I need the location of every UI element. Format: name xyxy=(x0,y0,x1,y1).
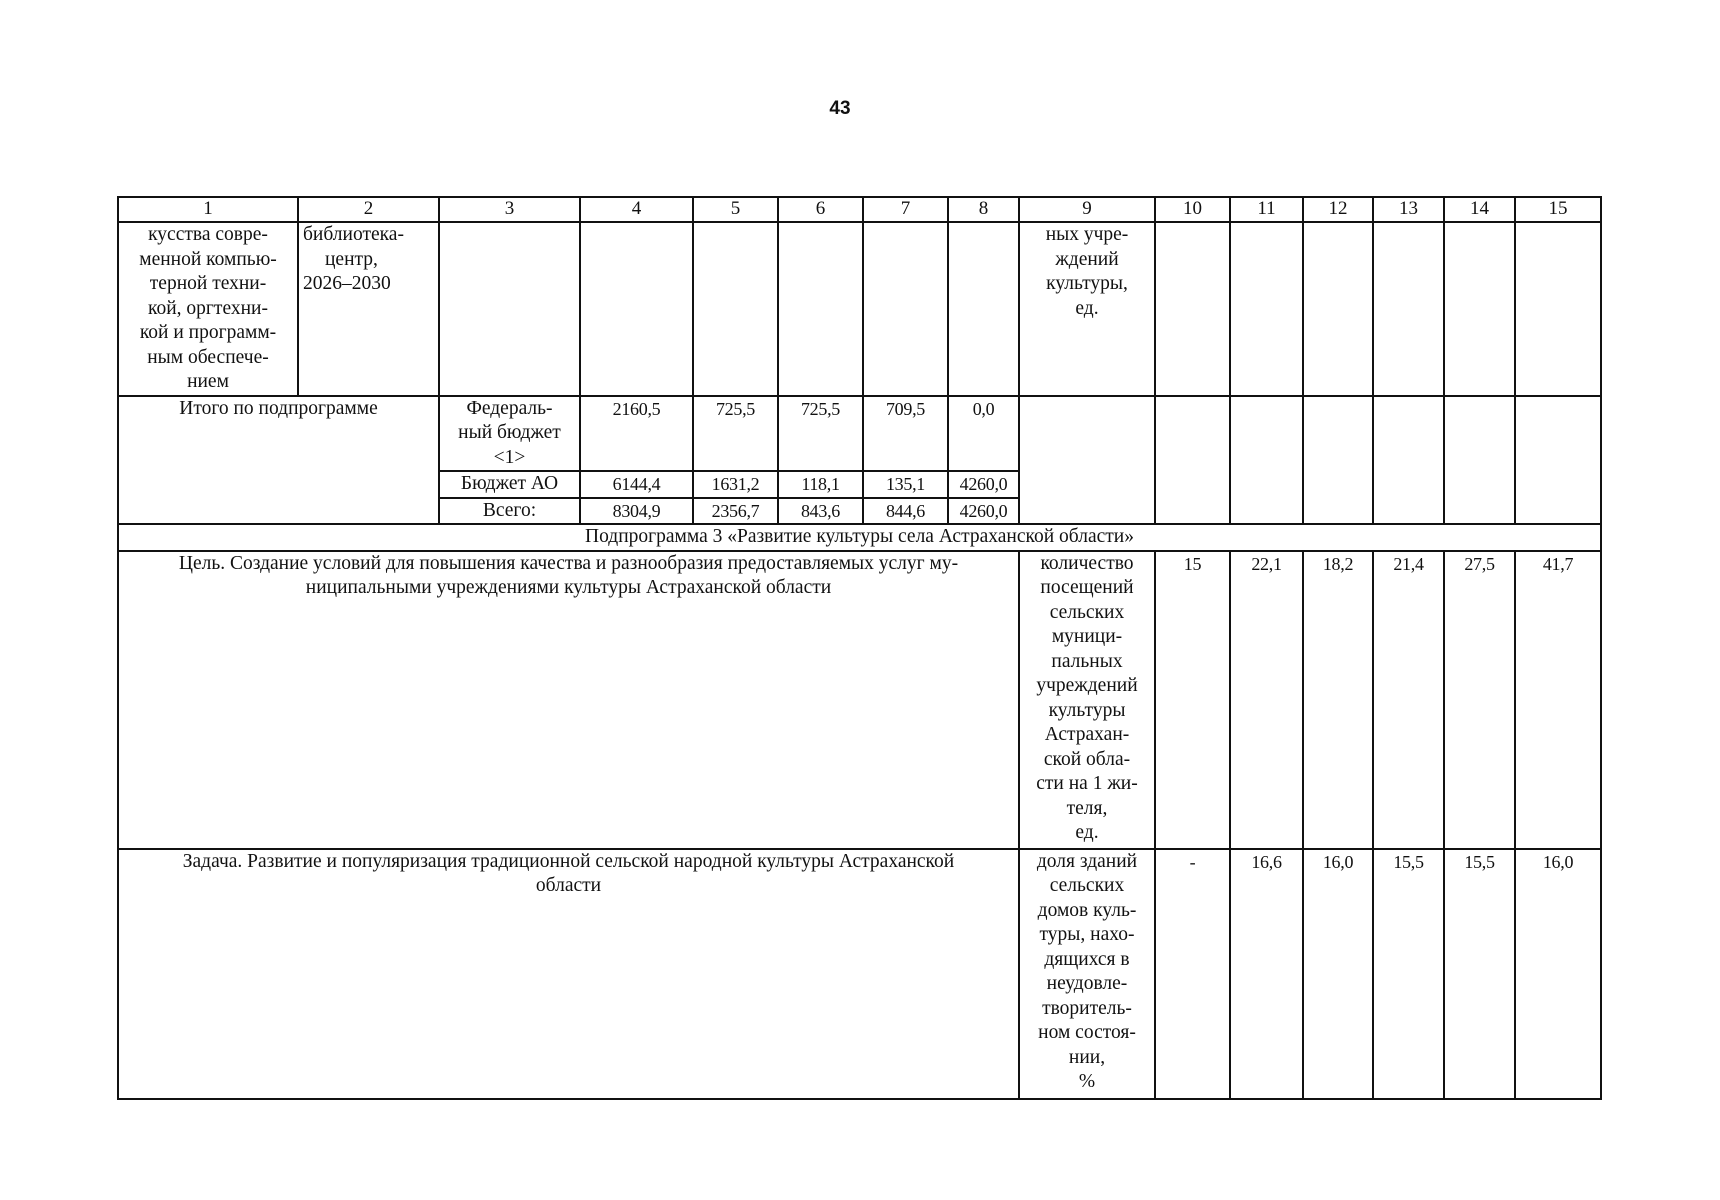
empty-cell xyxy=(580,222,693,396)
text-line: муници- xyxy=(1051,626,1123,647)
goal-value: 21,4 xyxy=(1373,551,1444,849)
regional-budget-label: Бюджет АО xyxy=(439,471,580,498)
text-line: <1> xyxy=(493,446,526,468)
text-line: % xyxy=(1078,1071,1096,1092)
total-value: 4260,0 xyxy=(948,498,1019,525)
text-line: культуры xyxy=(1048,699,1126,721)
federal-value: 709,5 xyxy=(863,396,948,472)
task-value: 15,5 xyxy=(1373,849,1444,1099)
task-indicator xyxy=(1019,849,1155,1099)
total-value-total: 8304,9 xyxy=(580,498,693,525)
regional-value-total: 6144,4 xyxy=(580,471,693,498)
text-line: Астрахан- xyxy=(1044,724,1130,745)
col-number-4: 4 xyxy=(580,197,693,222)
text-line: нии, xyxy=(1068,1046,1106,1068)
text-line: менной компью- xyxy=(139,248,277,270)
col-number-5: 5 xyxy=(693,197,778,222)
col-number-1: 1 xyxy=(118,197,298,222)
regional-value: 1631,2 xyxy=(693,471,778,498)
empty-cell xyxy=(1444,222,1515,396)
text-line: нием xyxy=(187,371,229,392)
subprogram-title: Подпрограмма 3 «Развитие культуры села Астраханской области» xyxy=(118,524,1601,551)
text-line: ской обла- xyxy=(1043,748,1131,770)
task-value: - xyxy=(1155,849,1230,1099)
col-number-13: 13 xyxy=(1373,197,1444,222)
total-value: 2356,7 xyxy=(693,498,778,525)
text-line: ным обеспече- xyxy=(147,346,269,368)
text-line: доля зданий xyxy=(1036,850,1138,872)
col-number-6: 6 xyxy=(778,197,863,222)
empty-cell xyxy=(1373,222,1444,396)
continuation-indicator-cell xyxy=(1019,222,1155,396)
text-line: 2026–2030 xyxy=(303,273,391,294)
text-line: ных учре- xyxy=(1045,224,1129,245)
page-number: 43 xyxy=(829,98,851,119)
goal-value: 22,1 xyxy=(1230,551,1303,849)
text-line: библиотека- xyxy=(303,224,404,245)
text-line: пальных xyxy=(1051,650,1123,672)
goal-value: 15 xyxy=(1155,551,1230,849)
text-line: ждений xyxy=(1055,248,1119,270)
col-number-3: 3 xyxy=(439,197,580,222)
goal-row xyxy=(118,551,1601,849)
task-value: 16,0 xyxy=(1515,849,1601,1099)
total-value: 844,6 xyxy=(863,498,948,525)
text-line: области xyxy=(535,875,602,896)
col-number-7: 7 xyxy=(863,197,948,222)
continuation-activity-cell xyxy=(118,222,298,396)
text-line: посещений xyxy=(1040,577,1134,598)
empty-cell xyxy=(778,222,863,396)
text-line: количество xyxy=(1040,552,1134,574)
text-line: сти на 1 жи- xyxy=(1036,773,1138,794)
text-line: ный бюджет xyxy=(458,422,561,443)
col-number-9: 9 xyxy=(1019,197,1155,222)
empty-cell xyxy=(693,222,778,396)
col-number-11: 11 xyxy=(1230,197,1303,222)
col-number-12: 12 xyxy=(1303,197,1373,222)
text-line: центр, xyxy=(325,248,378,270)
text-line: кусства совре- xyxy=(148,224,268,245)
federal-value-total: 2160,5 xyxy=(580,396,693,472)
total-value: 843,6 xyxy=(778,498,863,525)
goal-value: 41,7 xyxy=(1515,551,1601,849)
empty-cell xyxy=(863,222,948,396)
task-value: 16,0 xyxy=(1303,849,1373,1099)
empty-cell xyxy=(1019,396,1155,525)
federal-value: 725,5 xyxy=(693,396,778,472)
col-number-15: 15 xyxy=(1515,197,1601,222)
subtotal-label: Итого по подпрограмме xyxy=(118,396,439,525)
empty-cell xyxy=(1303,396,1373,525)
subtotal-federal-row xyxy=(118,396,1601,472)
goal-value: 18,2 xyxy=(1303,551,1373,849)
federal-value: 725,5 xyxy=(778,396,863,472)
empty-cell xyxy=(1303,222,1373,396)
regional-value: 118,1 xyxy=(778,471,863,498)
text-line: Задача. Развитие и популяризация традиционной сельской народной культуры Астраханской xyxy=(182,850,955,872)
text-line: дящихся в xyxy=(1044,948,1130,970)
column-number-row xyxy=(118,197,1601,222)
col-number-14: 14 xyxy=(1444,197,1515,222)
empty-cell xyxy=(948,222,1019,396)
text-line: творитель- xyxy=(1042,997,1132,1019)
text-line: ниципальными учреждениями культуры Астраханской области xyxy=(305,577,832,598)
text-line: кой и программ- xyxy=(139,322,277,343)
task-text xyxy=(118,849,1019,1099)
task-value: 16,6 xyxy=(1230,849,1303,1099)
text-line: ед. xyxy=(1075,297,1099,319)
col-number-10: 10 xyxy=(1155,197,1230,222)
col-number-8: 8 xyxy=(948,197,1019,222)
text-line: кой, оргтехни- xyxy=(148,297,268,319)
empty-cell xyxy=(1155,222,1230,396)
federal-budget-label xyxy=(439,396,580,472)
text-line: терной техни- xyxy=(149,273,267,294)
goal-indicator xyxy=(1019,551,1155,849)
total-label: Всего: xyxy=(439,498,580,525)
text-line: туры, нахо- xyxy=(1039,924,1135,945)
task-value: 15,5 xyxy=(1444,849,1515,1099)
subprogram-row xyxy=(118,524,1601,551)
empty-cell xyxy=(1444,396,1515,525)
text-line: сельских xyxy=(1049,875,1125,896)
text-line: Федераль- xyxy=(466,397,553,419)
regional-value: 135,1 xyxy=(863,471,948,498)
empty-cell xyxy=(1155,396,1230,525)
col-number-2: 2 xyxy=(298,197,439,222)
regional-value: 4260,0 xyxy=(948,471,1019,498)
empty-cell xyxy=(1373,396,1444,525)
text-line: Цель. Создание условий для повышения качества и разнообразия предоставляемых услуг му- xyxy=(178,552,959,574)
text-line: теля, xyxy=(1066,797,1108,819)
text-line: домов куль- xyxy=(1037,899,1137,921)
empty-cell xyxy=(1230,396,1303,525)
text-line: культуры, xyxy=(1046,273,1128,294)
goal-text xyxy=(118,551,1019,849)
text-line: ном состоя- xyxy=(1038,1022,1136,1043)
text-line: ед. xyxy=(1075,822,1099,843)
text-line: учреждений xyxy=(1036,675,1138,696)
continuation-row xyxy=(118,222,1601,396)
text-line: неудовле- xyxy=(1046,973,1128,994)
text-line: сельских xyxy=(1049,601,1125,623)
empty-cell xyxy=(1230,222,1303,396)
goal-value: 27,5 xyxy=(1444,551,1515,849)
program-table xyxy=(117,196,1602,1100)
continuation-executor-cell xyxy=(298,222,439,396)
task-row xyxy=(118,849,1601,1099)
empty-cell xyxy=(1515,222,1601,396)
empty-cell xyxy=(439,222,580,396)
empty-cell xyxy=(1515,396,1601,525)
federal-value: 0,0 xyxy=(948,396,1019,472)
